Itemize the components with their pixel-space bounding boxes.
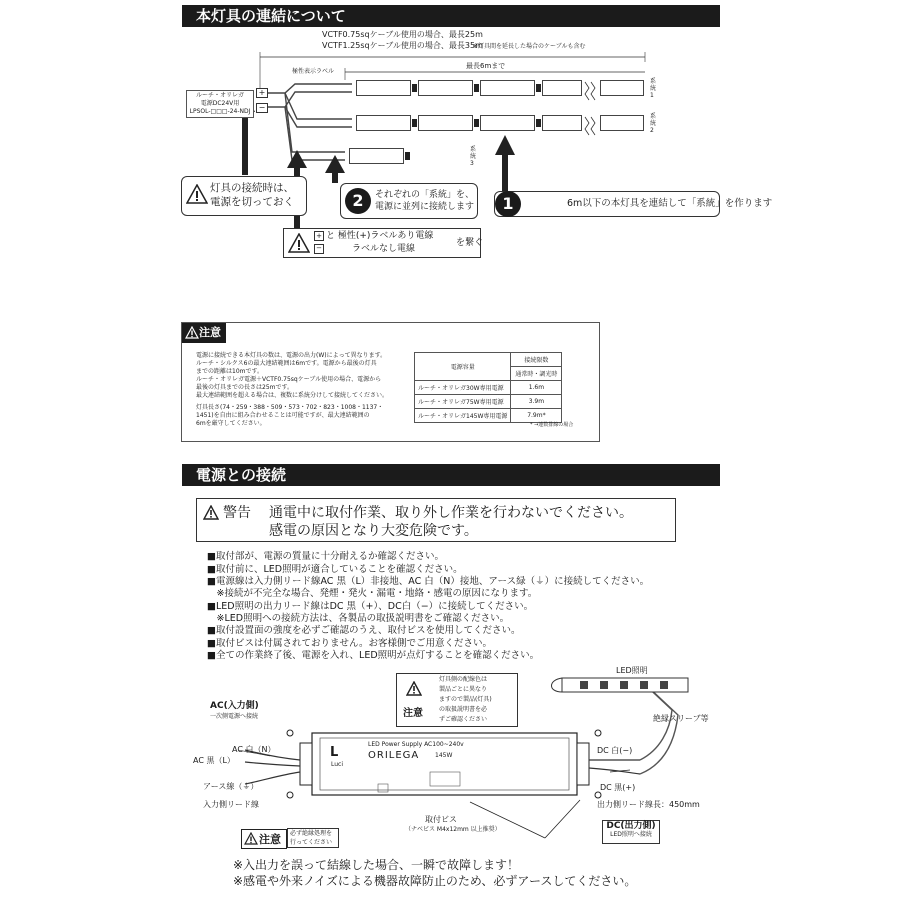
instruction-item: ■取付前に、LED照明が適合していることを確認ください。: [207, 564, 463, 575]
cable-note-1: VCTF0.75sqケーブル使用の場合、最長25m: [322, 30, 483, 39]
warning-label: 警告: [223, 505, 251, 521]
psu-watt: 145W: [435, 752, 453, 759]
led-fixture: [418, 80, 473, 96]
caution-line: 最後の灯具までの長さは25mです。: [196, 384, 294, 391]
instruction-item: ■全ての作業終了後、電源を入れ、LED照明が点灯することを確認ください。: [207, 650, 540, 661]
instruction-item: ※接続が不完全な場合、発煙・発火・漏電・地絡・感電の原因になります。: [207, 588, 538, 599]
ac-white-label: AC 白（N）: [232, 745, 276, 754]
max-length-label: 最長6mまで: [466, 62, 506, 70]
dc-white-label: DC 白(−): [597, 746, 633, 755]
instruction-item: ■取付部が、電源の質量に十分耐えるか確認ください。: [207, 551, 444, 562]
warning-icon: [244, 832, 258, 845]
step-2-line-2: 電源に並列に接続します: [375, 202, 475, 212]
table-cell-name: ルーチ・オリレガ30W専用電源: [415, 381, 511, 395]
step-2-line-1: それぞれの「系統」を、: [375, 190, 475, 200]
caution-2-line-1: 必ず絶縁処理を: [290, 830, 333, 837]
caution-title: 注意: [199, 326, 221, 339]
earth-label: アース線（⏚）: [203, 782, 259, 791]
led-fixture: [356, 115, 411, 131]
caution-line: ルーチ・シルクス6の最大連結範囲は6mです。電源から最後の灯具: [196, 360, 377, 367]
note-title: 注意: [403, 708, 423, 719]
dc-output-title: DC(出力側): [606, 821, 656, 831]
connect-plus-text: と 極性(+)ラベルあり電線: [326, 231, 434, 241]
note-box: [396, 673, 518, 727]
led-fixture: [600, 115, 644, 131]
section-header-connection: 本灯具の連結について: [182, 5, 720, 27]
caution-line: 1451)を自由に組み合わせることは可能ですが、最大連結範囲の: [196, 412, 370, 419]
connect-suffix: を繋ぐ: [456, 238, 484, 248]
connector: [474, 119, 479, 127]
psu-line-3: LPSOL-□□□-24-NDJ: [189, 108, 251, 115]
psu-header: LED Power Supply AC100~240v: [368, 741, 464, 748]
note-line: 製品ごとに異なり: [439, 686, 488, 693]
caution-line: 最大連結範囲を超える場合は、複数に系統分けして接続してください。: [196, 392, 389, 399]
minus-symbol: −: [314, 244, 324, 254]
connector: [536, 84, 541, 92]
ac-input-title: AC(入力側): [210, 701, 259, 711]
system-2-label: 系統2: [650, 113, 657, 134]
plus-symbol: +: [314, 231, 324, 241]
insulation-sleeve-label: 絶縁スリーブ等: [653, 714, 709, 723]
note-line: 灯具側の配線色は: [439, 676, 488, 683]
warning-banner: [196, 498, 676, 542]
caution-2-text-box: [287, 828, 339, 848]
caution-2-title-box: [241, 829, 287, 849]
caution-section-box: [181, 322, 600, 442]
dc-output-sub: LED照明へ接続: [610, 831, 652, 838]
cable-note-2: VCTF1.25sqケーブル使用の場合、最長35m: [322, 41, 483, 50]
instruction-item: ※LED照明への接続方法は、各製品の取扱説明書をご確認ください。: [207, 613, 510, 624]
caution-line: 電源に接続できる本灯具の数は、電源の出力(W)によって異なります。: [196, 352, 387, 359]
table-header-sub: 通常時・調光時: [511, 367, 562, 381]
led-fixture: [480, 80, 535, 96]
warning-power-line-1: 灯具の接続時は、: [210, 182, 294, 194]
table-footnote: * →連数排線の場合: [530, 422, 574, 428]
psu-line-1: ルーチ・オリレガ: [195, 92, 244, 99]
psu-line-2: 電源DC24V用: [200, 100, 240, 107]
led-fixture: [349, 148, 404, 164]
output-lead-label: 出力側リード線長：450mm: [597, 800, 700, 809]
psu-logo-icon: L: [330, 745, 339, 760]
power-capacity-table: [414, 352, 562, 423]
connector: [412, 119, 417, 127]
table-cell-value: 7.9m*: [511, 409, 562, 423]
psu-plus-terminal: +: [256, 88, 268, 98]
table-cell-name: ルーチ・オリレガ145W専用電源: [415, 409, 511, 423]
cable-note-small: ※灯具間を延長した場合のケーブルも含む: [473, 43, 586, 50]
final-note-1: ※入出力を誤って結線した場合、一瞬で故障します！: [233, 858, 520, 872]
instruction-item: ■LED照明の出力リード線はDC 黒（+）、DC白（−）に接続してください。: [207, 601, 534, 612]
table-cell-value: 3.9m: [511, 395, 562, 409]
led-fixture: [542, 80, 582, 96]
warning-line-2: 感電の原因となり大変危険です。: [269, 523, 478, 539]
connector: [412, 84, 417, 92]
connector: [536, 119, 541, 127]
note-line: ずご確認ください: [439, 716, 488, 723]
note-line: ますので製品(灯具): [439, 696, 492, 703]
instruction-item: ■取付ビスは付属されておりません。お客様側でご用意ください。: [207, 638, 493, 649]
section-header-power: 電源との接続: [182, 464, 720, 486]
step-1-number: 1: [495, 191, 521, 217]
led-fixture: [600, 80, 644, 96]
caution-line: 6mを厳守してください。: [196, 420, 266, 427]
table-cell-value: 1.6m: [511, 381, 562, 395]
warning-icon: [186, 184, 208, 204]
table-header-count: 接続限数: [511, 353, 562, 367]
caution-line: 灯具長さ(74・259・388・509・573・702・823・1008・1137・: [196, 404, 384, 411]
psu-minus-terminal: −: [256, 103, 268, 113]
connector: [474, 84, 479, 92]
ac-black-label: AC 黒（L）: [193, 756, 235, 765]
caution-2-title: 注意: [259, 833, 281, 846]
instruction-item: ■取付設置面の強度を必ずご確認のうえ、取付ビスを使用してください。: [207, 625, 521, 636]
table-cell-name: ルーチ・オリレガ75W専用電源: [415, 395, 511, 409]
warning-power-line-2: 電源を切っておく: [210, 196, 294, 208]
warning-icon: [406, 681, 422, 696]
psu-model: ORILEGA: [368, 750, 420, 761]
led-fixture: [480, 115, 535, 131]
step-1-text: 6m以下の本灯具を連結して「系統」を作ります: [567, 198, 773, 209]
led-fixture: [542, 115, 582, 131]
warning-icon: [203, 505, 219, 520]
system-3-label: 系統3: [470, 146, 477, 167]
connect-wires-box: [283, 228, 484, 258]
step-1-box: [494, 191, 773, 217]
step-2-number: 2: [345, 188, 371, 214]
led-fixture: [418, 115, 473, 131]
warning-icon: [288, 233, 310, 253]
ac-input-sub: 一次側電源へ接続: [210, 713, 259, 720]
warning-line-1: 通電中に取付作業、取り外し作業を行わないでください。: [269, 505, 633, 521]
caution-2-line-2: 行ってください: [290, 839, 333, 846]
screw-sub-label: （ナベビス M4x12mm 以上推奨）: [405, 826, 501, 833]
caution-line: までの距離は10mです。: [196, 368, 263, 375]
final-note-2: ※感電や外来ノイズによる機器故障防止のため、必ずアースしてください。: [233, 874, 637, 888]
power-supply-box: [186, 90, 254, 118]
dc-black-label: DC 黒(+): [600, 783, 636, 792]
caution-line: ルーチ・オリレガ電源＋VCTF0.75sqケーブル使用の場合、電源から: [196, 376, 382, 383]
warning-power-off-box: [181, 176, 307, 216]
warning-icon: [185, 326, 199, 339]
note-line: の取扱説明書を必: [439, 706, 488, 713]
table-row: [415, 381, 562, 395]
instruction-item: ■電源線は入力側リード線AC 黒（L）非接地、AC 白（N）接地、アース緑（⏚）に接続してください。: [207, 576, 650, 587]
led-fixture: [356, 80, 411, 96]
led-lighting-label: LED照明: [616, 666, 648, 675]
table-header-capacity: 電源容量: [415, 353, 511, 381]
polarity-label-caption: 極性表示ラベル: [292, 68, 335, 75]
connector: [405, 152, 410, 160]
dc-output-box: [602, 820, 660, 844]
step-2-box: [340, 183, 478, 219]
screw-label: 取付ビス: [425, 815, 457, 824]
system-1-label: 系統1: [650, 78, 657, 99]
psu-brand: Luci: [331, 761, 344, 768]
table-row: [415, 395, 562, 409]
input-lead-label: 入力側リード線: [203, 800, 259, 809]
connect-minus-text: ラベルなし電線: [352, 244, 416, 254]
